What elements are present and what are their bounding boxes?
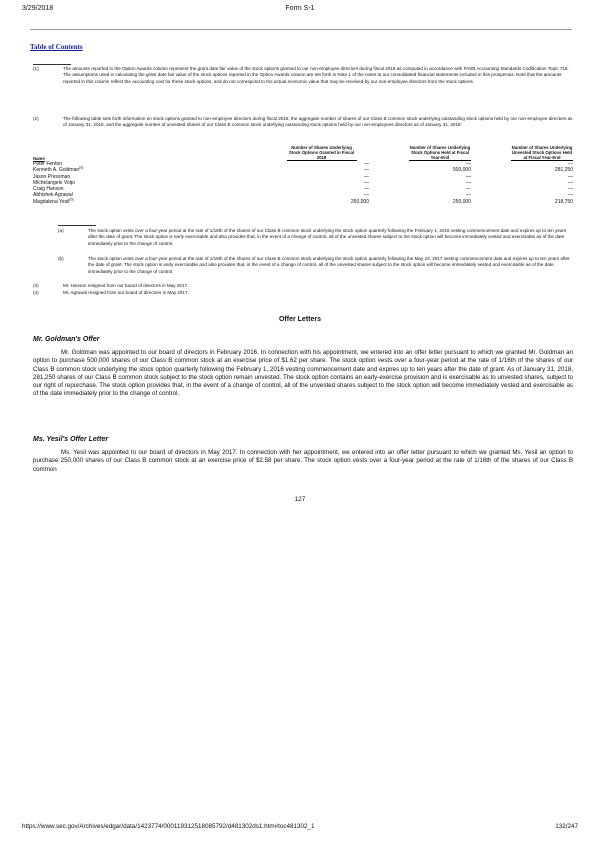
yesil-offer-paragraph: Ms. Yesil was appointed to our board of directors in May 2017. In connection with her appointment, we entered into an offer letter pursuant to which we granted Ms. Yesil an option to purchase 250,000 shares of our Class B common stock at an exercise price of $2.58 per share. The stock option vests over a four-year period at the rate of 1/16th of the shares of our Class B common: [33, 449, 573, 473]
note-ref: (b): [69, 197, 74, 202]
table-note-b: [58, 256, 573, 275]
footnote-text: The amounts reported in the Option Awards column represent the grant date fair value of the stock options granted to our non-employee directors during fiscal 2018 as computed in accordance with FASB Accounting Standards Codification Topic 718. The assumptions used in calculating the grant date fair value of the stock options reported in the Option Awards column are set forth in Note 1 of the notes to our consolidated financial statements included in this prospectus. Note that the amounts reported in this column reflect the accounting cost for these stock options, and do not correspond to the actual economic value that may be received by our non-employee directors from the stock options.: [63, 66, 569, 84]
column-header-unvested: Number of Shares Underlying Unvested Stock Options Held at Fiscal Year-End: [511, 145, 573, 160]
director-name: Magdalena Yesil$^{(b)}$: [33, 197, 74, 205]
footnote-divider: [33, 64, 71, 65]
goldman-offer-paragraph: Mr. Goldman was appointed to our board of directors in February 2016. In connection with his appointment, we entered into an offer letter pursuant to which we granted Mr. Goldman an option to purchase 500,000 shares of our Class B common stock at an exercise price of $1.62 per share. The stock option vests over a four-year period at the rate of 1/16th of the shares of our Class B common stock underlying the stock option quarterly following the February 1, 2016 vesting commencement date and expires up to ten years after the date of grant. As of January 31, 2018, 281,250 shares of our Class B common stock subject to the stock option remain unvested. The stock option contains an early-exercise provision and is exercisable as to unvested shares, subject to our right of repurchase. The stock option provides that, in the event of a change of control, all of the unvested shares subject to the stock option will become immediately vested and exercisable as of the date immediately prior to the change of control.: [33, 349, 573, 398]
options-granted-cell: —: [363, 173, 369, 180]
column-header-name: Name: [33, 156, 45, 161]
options-unvested-cell: —: [568, 186, 573, 193]
note-ref: (a): [79, 165, 84, 170]
source-url: https://www.sec.gov/Archives/edgar/data/1423774/000119312518085792/d481302ds1.htm#toc481302_1: [22, 823, 315, 830]
offer-letters-heading: Offer Letters: [278, 316, 321, 323]
options-unvested-cell: 218,750: [554, 198, 573, 205]
note-label: (a): [58, 228, 64, 233]
director-name: Michelangelo Volpi: [33, 179, 75, 186]
column-header-granted: Number of Shares Underlying Stock Options Granted in Fiscal 2018: [274, 145, 369, 161]
director-name: Abhishek Agrawal: [33, 192, 73, 199]
print-header: [22, 5, 578, 17]
options-granted-cell: —: [363, 167, 369, 174]
document-title: Form S-1: [285, 5, 315, 12]
header-divider: [30, 29, 572, 30]
options-held-cell: —: [465, 173, 471, 180]
table-note-a: [58, 228, 573, 247]
options-unvested-cell: —: [568, 173, 573, 180]
footnote-2: [33, 116, 573, 129]
options-granted-cell: —: [363, 179, 369, 186]
options-held-cell: —: [465, 192, 471, 199]
footnote-number: (4): [33, 290, 39, 295]
goldman-offer-heading: Mr. Goldman's Offer: [33, 336, 100, 343]
note-text: The stock option vests over a four-year period at the rate of 1/16th of the shares of our Class B common stock underlying the stock option quarterly following the May 23, 2017 vesting commencement date and expires up to ten years after the date of grant. The stock option is early exercisable and also provides that, in the event of a change of control, all of the unvested shares subject to the stock option will become immediately vested and exercisable as of the date immediately prior to the change of control.: [88, 256, 570, 274]
yesil-offer-heading: Ms. Yesil's Offer Letter: [33, 436, 109, 443]
options-granted-cell: —: [363, 192, 369, 199]
print-page-count: 132/247: [555, 823, 578, 830]
director-options-table: [33, 145, 573, 205]
options-held-cell: 250,000: [452, 198, 471, 205]
footnote-number: (1): [33, 66, 39, 71]
print-date: 3/29/2018: [22, 5, 54, 12]
footnote-text: Mr. Agrawal resigned from our board of directors in May 2017.: [63, 290, 189, 295]
table-of-contents-link[interactable]: Table of Contents: [30, 43, 83, 51]
page-number: 127: [294, 496, 306, 503]
director-name: Peter Fenton: [33, 161, 62, 167]
table-notes-divider: [58, 225, 96, 226]
footnote-text: The following table sets forth information on stock options granted to non-employee directors during fiscal 2018, the aggregate number of shares of our Class B common stock underlying outstanding stock options held by our non-employee directors as of January 31, 2018, and the aggregate number of unvested shares of our Class B common stock underlying outstanding stock options held by our non-employees directors as of January 31, 2018:: [63, 116, 573, 128]
options-held-cell: —: [465, 161, 471, 167]
table-header-row: [33, 145, 573, 161]
director-name: Kenneth A. Goldman$^{(a)}$: [33, 165, 84, 174]
options-granted-cell: —: [363, 161, 369, 167]
footnote-3: [33, 283, 573, 289]
footnote-4: [33, 290, 573, 296]
options-held-cell: —: [465, 179, 471, 186]
note-label: (b): [58, 256, 64, 261]
note-text: The stock option vests over a four-year period at the rate of 1/16th of the shares of our Class B common stock underlying the stock option quarterly following the February 1, 2016 vesting commencement date and expires up to ten years after the date of grant. The stock option is early exercisable and also provides that, in the event of a change of control, all of the unvested shares subject to the stock option will become immediately vested and exercisable as of the date immediately prior to the change of control.: [88, 228, 567, 246]
options-granted-cell: 250,000: [350, 198, 369, 205]
footnote-number: (3): [33, 283, 39, 288]
options-unvested-cell: —: [568, 192, 573, 199]
footnote-number: (2): [33, 116, 39, 121]
options-granted-cell: —: [363, 186, 369, 193]
options-unvested-cell: —: [568, 179, 573, 186]
options-unvested-cell: —: [568, 161, 573, 167]
options-held-cell: —: [465, 186, 471, 193]
footnote-1: [33, 66, 573, 85]
director-name: Craig Hanson: [33, 186, 64, 193]
director-name: Jason Pressman: [33, 173, 71, 180]
options-held-cell: 500,000: [452, 167, 471, 174]
footnote-text: Mr. Hanson resigned from our board of directors in May 2017.: [63, 283, 189, 288]
table-row: [33, 199, 573, 205]
options-unvested-cell: 281,250: [554, 167, 573, 174]
column-header-held: Number of Shares Underlying Stock Options Held at Fiscal Year-End: [409, 145, 471, 160]
